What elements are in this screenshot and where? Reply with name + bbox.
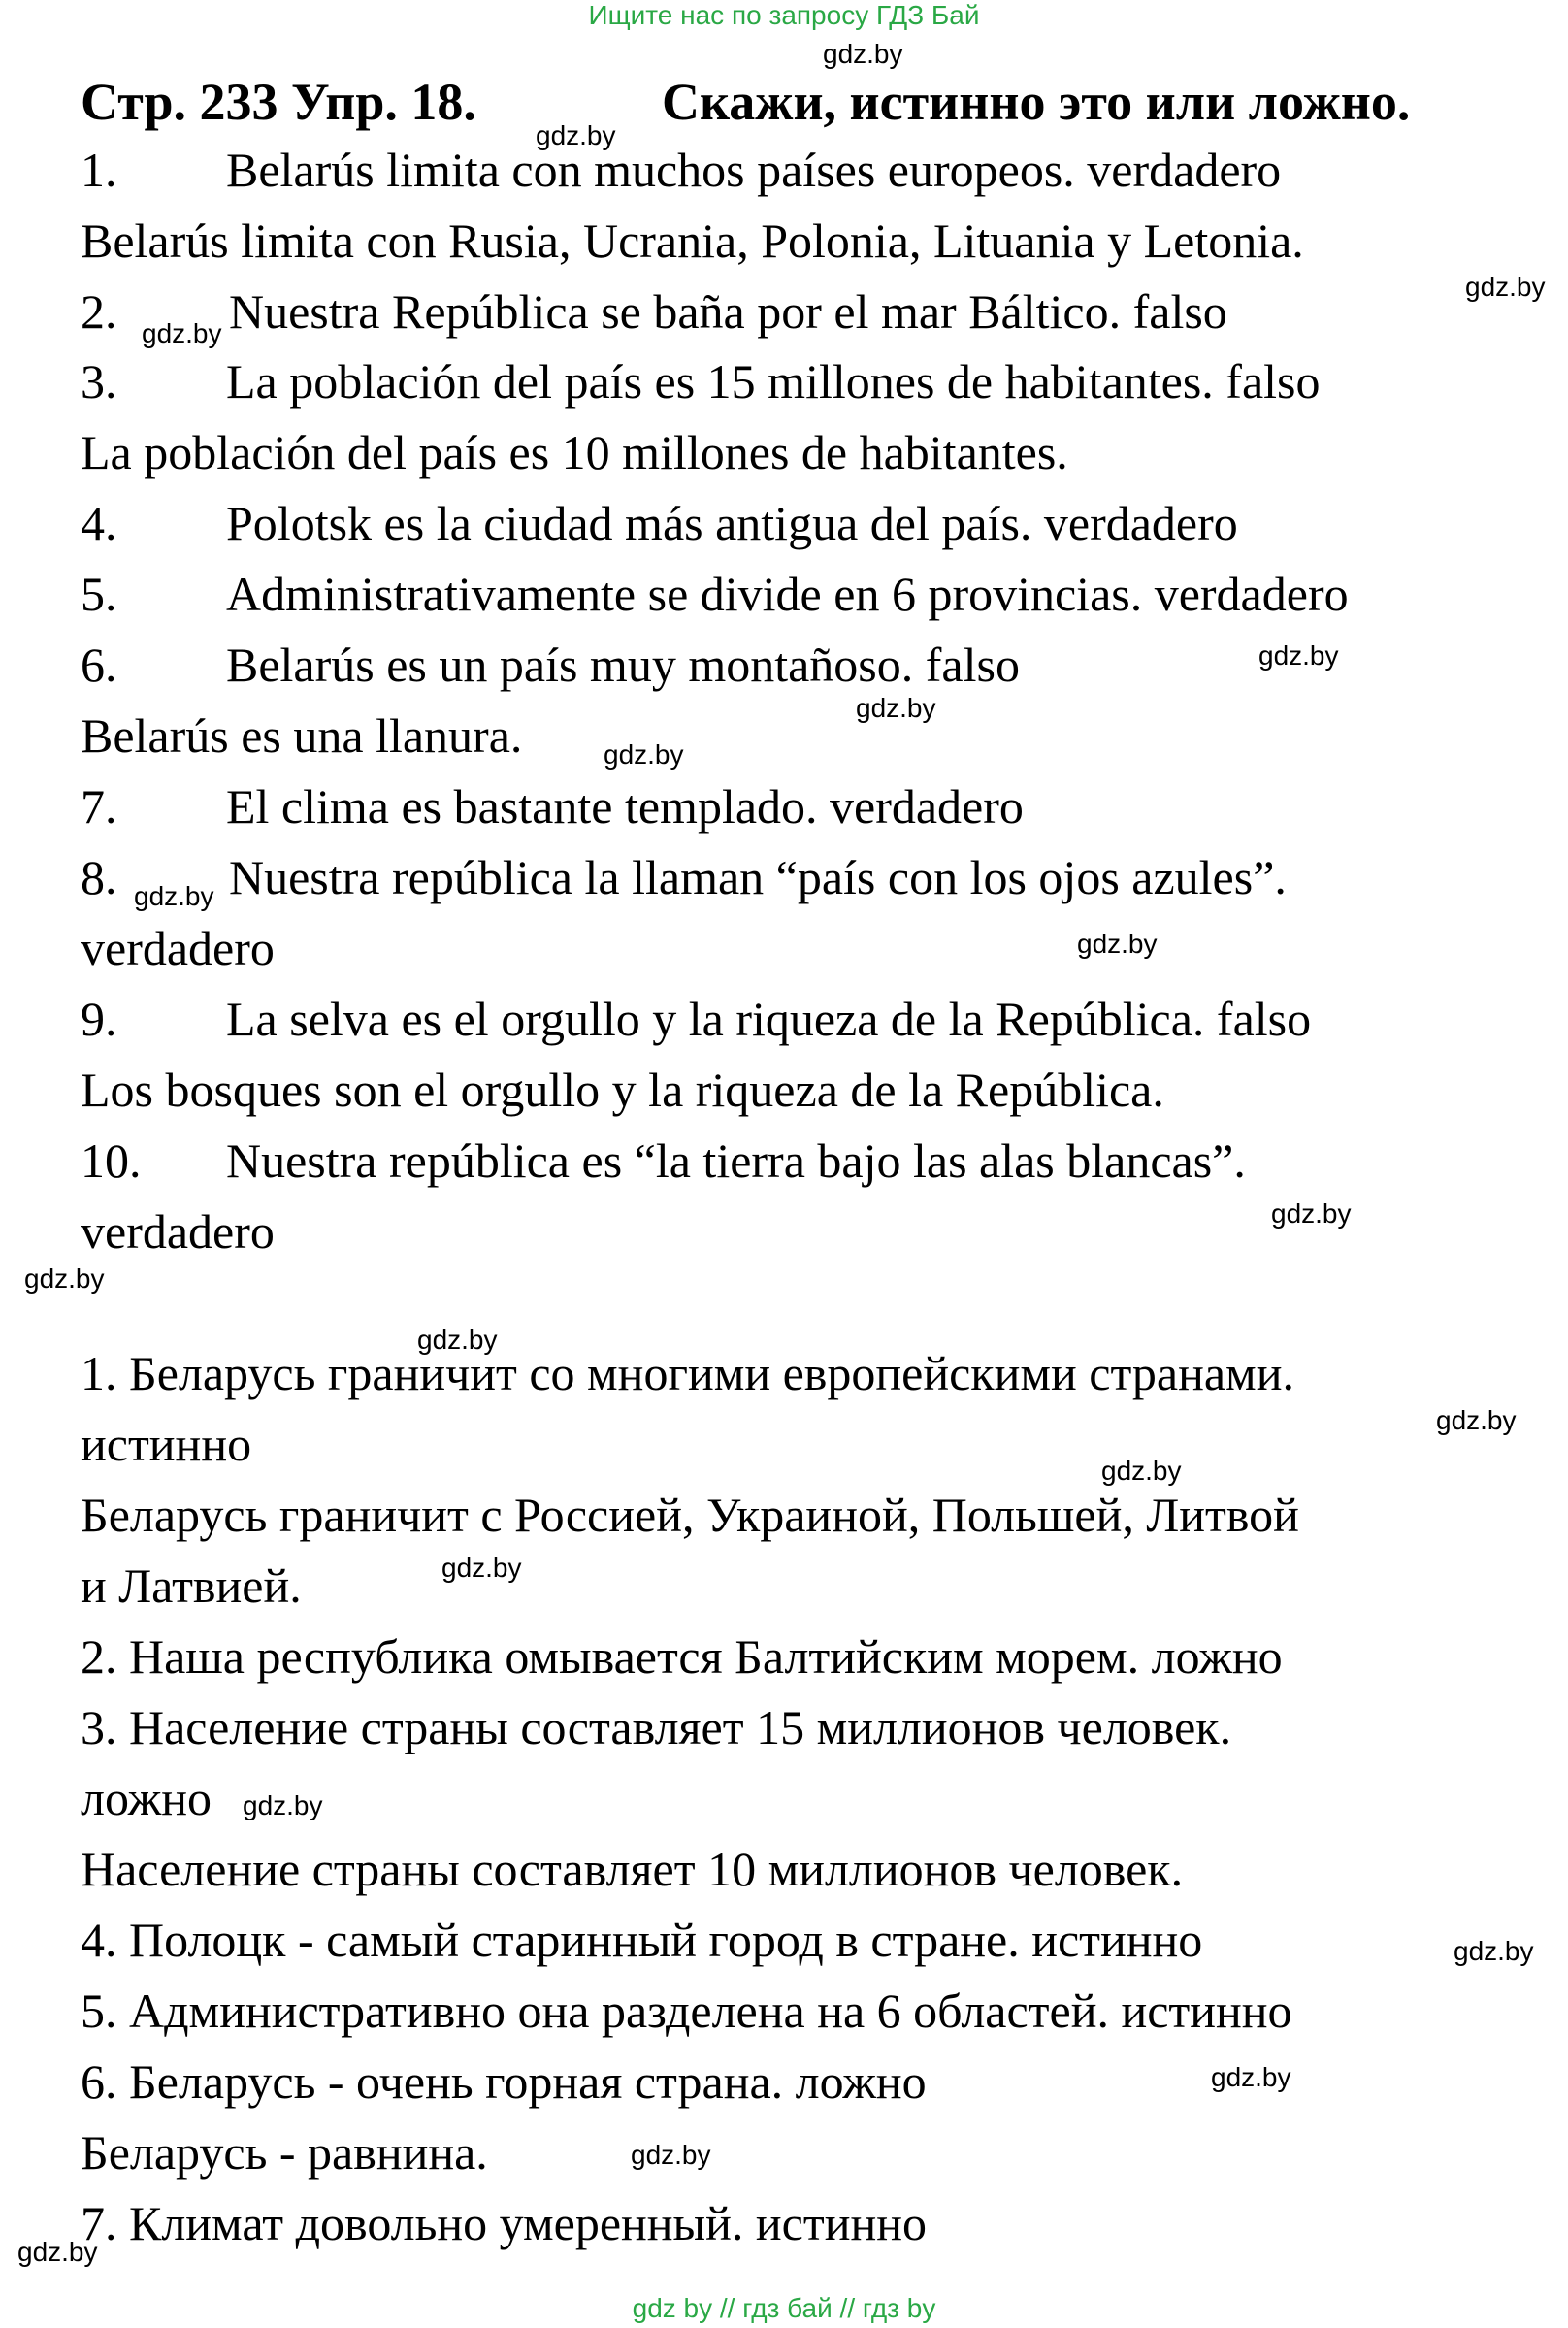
item-text: La selva es el orgullo y la riqueza de la República. falso [226, 992, 1312, 1046]
item-text: Nuestra República se baña por el mar Báltico. falso [229, 284, 1227, 339]
item-number: 5. [81, 567, 117, 621]
ru-line: 1. Беларусь граничит со многими европейскими странами. [81, 1346, 1294, 1400]
watermark: gdz.by [823, 39, 903, 69]
watermark: gdz.by [1465, 272, 1546, 302]
ru-line: и Латвией. [81, 1558, 302, 1613]
item-text: Belarús es una llanura. [81, 708, 523, 763]
item-text: Belarús es un país muy montañoso. falso [226, 638, 1020, 692]
watermark: gdz.by [1211, 2062, 1291, 2092]
watermark: gdz.by [1101, 1456, 1182, 1486]
item-number: 1. [81, 143, 117, 197]
es-line [81, 567, 1349, 621]
es-line [81, 921, 275, 975]
item-text: Polotsk es la ciudad más antigua del país. verdadero [226, 496, 1238, 550]
item-number: 10. [81, 1133, 142, 1188]
watermark: gdz.by [1077, 929, 1158, 959]
watermark: gdz.by [142, 318, 222, 348]
es-line [81, 1133, 1246, 1188]
watermark: gdz.by [417, 1325, 498, 1355]
item-number: 7. [81, 779, 117, 834]
watermark: gdz.by [441, 1553, 522, 1583]
ru-line: 4. Полоцк - самый старинный город в стране. истинно [81, 1913, 1203, 1967]
item-text: El clima es bastante templado. verdadero [226, 779, 1024, 834]
watermark: gdz.by [134, 881, 214, 911]
item-text: Administrativamente se divide en 6 provincias. verdadero [226, 567, 1349, 621]
watermark: gdz.by [631, 2140, 711, 2170]
es-line [81, 638, 1020, 692]
ru-line: Население страны составляет 10 миллионов человек. [81, 1842, 1184, 1896]
item-number: 9. [81, 992, 117, 1046]
watermark: gdz.by [24, 1263, 105, 1294]
top-banner: Ищите нас по запросу ГДЗ Бай [588, 0, 980, 30]
es-line [81, 1063, 1164, 1117]
watermark: gdz.by [17, 2237, 98, 2267]
watermark: gdz.by [1454, 1936, 1534, 1966]
item-text: Nuestra república la llaman “país con los ojos azules”. [229, 850, 1287, 904]
ru-line: Беларусь - равнина. [81, 2125, 488, 2180]
watermark: gdz.by [856, 693, 936, 723]
ru-line: 7. Климат довольно умеренный. истинно [81, 2196, 927, 2250]
es-line [81, 1204, 275, 1259]
es-line [81, 779, 1024, 834]
item-number: 4. [81, 496, 117, 550]
task-title: Скажи, истинно это или ложно. [662, 73, 1411, 131]
ru-line: 2. Наша республика омывается Балтийским морем. ложно [81, 1629, 1283, 1684]
exercise-reference: Стр. 233 Упр. 18. [81, 73, 476, 131]
item-text: Los bosques son el orgullo y la riqueza de la República. [81, 1063, 1164, 1117]
ru-line: 3. Население страны составляет 15 миллионов человек. [81, 1700, 1232, 1754]
footer-links: gdz by // гдз бай // гдз by [632, 2293, 936, 2323]
watermark: gdz.by [1258, 640, 1339, 671]
es-line [81, 708, 523, 763]
ru-line: 6. Беларусь - очень горная страна. ложно [81, 2054, 927, 2109]
watermark: gdz.by [1436, 1405, 1517, 1435]
ru-line: 5. Административно она разделена на 6 областей. истинно [81, 1984, 1292, 2038]
ru-line: ложно [81, 1771, 212, 1825]
item-text: La población del país es 15 millones de habitantes. falso [226, 354, 1321, 409]
watermark: gdz.by [1271, 1198, 1352, 1229]
page-header [81, 72, 1411, 132]
es-line [81, 143, 1282, 197]
es-line [81, 850, 1287, 904]
item-text: Belarús limita con Rusia, Ucrania, Polonia, Lituania y Letonia. [81, 213, 1304, 268]
es-line [81, 213, 1304, 268]
watermark: gdz.by [604, 739, 684, 770]
es-line [81, 284, 1227, 339]
item-text: verdadero [81, 1204, 275, 1259]
item-number: 2. [81, 284, 117, 339]
item-number: 6. [81, 638, 117, 692]
watermark: gdz.by [243, 1790, 323, 1820]
item-text: La población del país es 10 millones de habitantes. [81, 425, 1068, 479]
es-line [81, 496, 1238, 550]
item-number: 8. [81, 850, 117, 904]
es-line [81, 354, 1321, 409]
ru-line: истинно [81, 1417, 252, 1471]
item-number: 3. [81, 354, 117, 409]
item-text: verdadero [81, 921, 275, 975]
item-text: Belarús limita con muchos países europeos. verdadero [226, 143, 1282, 197]
ru-line: Беларусь граничит с Россией, Украиной, Польшей, Литвой [81, 1488, 1299, 1542]
es-line [81, 992, 1312, 1046]
item-text: Nuestra república es “la tierra bajo las alas blancas”. [226, 1133, 1246, 1188]
es-line [81, 425, 1068, 479]
watermark: gdz.by [536, 120, 616, 150]
